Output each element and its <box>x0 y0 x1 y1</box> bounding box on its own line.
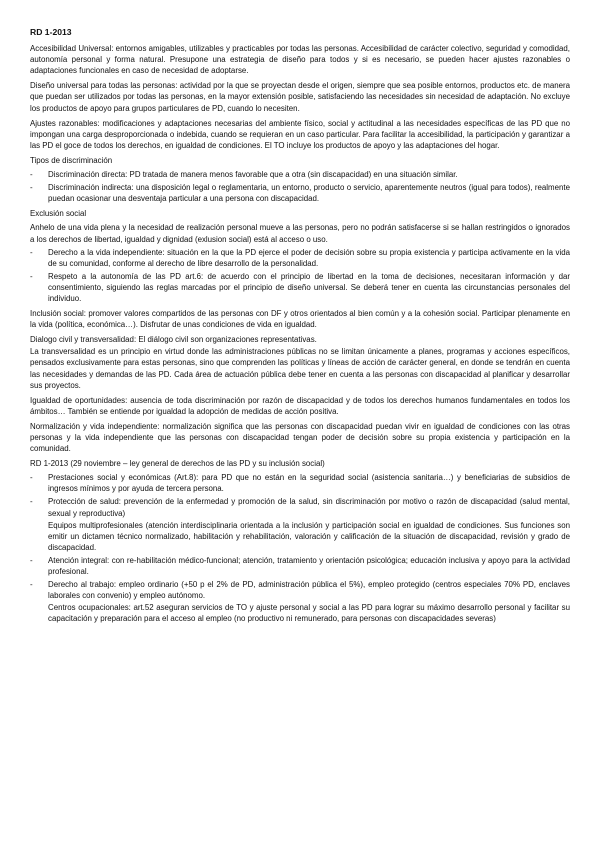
list-item <box>30 579 570 624</box>
paragraph-inclusion-social: Inclusión social: promover valores compartidos de las personas con DF y otros orientados al bien común y a la cohesión social. Participar plenamente en la vida (política, económica…). Disfrutar de unas condiciones de vida en igualdad. <box>30 309 570 330</box>
list-exclusion <box>30 247 570 304</box>
paragraph-igualdad: Igualdad de oportunidades: ausencia de toda discriminación por razón de discapacidad y de todos los derechos humanos fundamentales en todos los ámbitos… También se entiende por igualdad la adopción de medidas de acción positiva. <box>30 395 570 416</box>
list-item-subparagraph: Equipos multiprofesionales (atención interdisciplinaria orientada a la inclusión y participación social en igualdad de condiciones. Sus funciones son emitir un dictamen técnico normalizado, habilitación y rehabilitación, valoración y calificación de la situación de discapacidad, revisión y grado de discapacidad. <box>48 520 570 552</box>
list-item: - Discriminación indirecta: una disposición legal o reglamentaria, un entorno, producto o servicio, aparentemente neutros (igual para todos), realmente puedan ocasionar una desventaja particular a una persona con discapacidad. <box>30 182 570 204</box>
list-rd <box>30 472 570 624</box>
list-item: - Respeto a la autonomía de las PD art.6: de acuerdo con el principio de libertad en la toma de decisiones, necesitaran información y dar consentimiento, siguiendo las reglas marcadas por el principio de diseño universal. Se deberá tener en cuenta las circunstancias personales del individuo. <box>30 271 570 304</box>
paragraph-exclusion: Anhelo de una vida plena y la necesidad de realización personal mueve a las personas, pero no podrán satisfacerse si se hallan restringidos o ignorados a los derechos de libertad, igualdad y dignidad (exlusion social) está al acceso o uso. <box>30 223 570 244</box>
list-item-text: Derecho al trabajo: empleo ordinario (+50 p el 2% de PD, administración pública el 5%), empleo protegido (centros especiales 70% PD, enclaves laborales con convenio) y empleo autónomo. <box>48 580 570 601</box>
heading-exclusion-social: Exclusión social <box>30 209 87 219</box>
heading-rd: RD 1-2013 (29 noviembre – ley general de derechos de las PD y su inclusión social) <box>30 459 325 469</box>
list-discriminacion <box>30 169 570 204</box>
document-title: RD 1-2013 <box>30 27 72 37</box>
paragraph-transversalidad: La transversalidad es un principio en virtud donde las administraciones públicas no se limitan únicamente a planes, programas y acciones específicos, pensados exclusivamente para estas personas, sino que comprenden las políticas y líneas de acción de carácter general, en donde se tendrán en cuenta las necesidades y demandas de las PD. Cada área de actuación pública debe tener en cuenta a las personas con discapacidad al planificar y desarrollar sus proyectos. <box>30 347 570 390</box>
list-item <box>30 472 570 494</box>
paragraph-accesibilidad: Accesibilidad Universal: entornos amigables, utilizables y practicables por todas las personas. Accesibilidad de carácter colectivo, seguridad y comodidad, autonomía personal y forma natural. Presupone una estrategia de diseño para todos y si es necesario, se pueden hacer ajustes razonables o adaptaciones funcionales en caso de necesidad de adoptarse. <box>30 44 570 76</box>
list-item: - Discriminación directa: PD tratada de manera menos favorable que a otra (sin discapacidad) en una situación similar. <box>30 169 570 180</box>
paragraph-ajustes-razonables: Ajustes razonables: modificaciones y adaptaciones necesarias del ambiente físico, social y actitudinal a las necesidades específicas de las PD que no impongan una carga desproporcionada o indebida, cuando se requieran en un caso particular. Para facilitar la accesibilidad, la participación y garantizar a las PD el goce de todos los derechos, en igualdad de condiciones. El TO incluye los productos de apoyo y las adaptaciones del hogar. <box>30 118 570 150</box>
list-item-subparagraph: Centros ocupacionales: art.52 aseguran servicios de TO y ajuste personal y social a las PD para lograr su máximo desarrollo personal y facilitar su capacitación y preparación para el acceso al empleo (no productivo ni remunerado, para personas con discapacidades severas) <box>48 603 570 624</box>
list-item-text: Atención integral: con re-habilitación médico-funcional; atención, tratamiento y orientación psicológica; educación inclusiva y apoyo para la actividad profesional. <box>48 555 570 577</box>
list-item-text: Protección de salud: prevención de la enfermedad y promoción de la salud, sin discriminación por motivo o razón de discapacidad (salud mental, sexual y reproductiva) <box>48 497 570 518</box>
paragraph-normalizacion: Normalización y vida independiente: normalización significa que las personas con discapacidad puedan vivir en igualdad de condiciones con las otras personas y la vida independiente que las personas con discapacidad tengan poder de decisión sobre su propia existencia y participación en la comunidad. <box>30 421 570 454</box>
list-item <box>30 496 570 552</box>
paragraph-diseno-universal: Diseño universal para todas las personas: actividad por la que se proyectan desde el origen, siempre que sea posible entornos, productos etc. de manera que puedan ser utilizados por todas las personas, en la mayor extensión posible, satisfaciendo las necesidades sin necesidad de adaptación. No excluye los productos de apoyo para grupos particulares de PD, cuando lo necesiten. <box>30 81 570 113</box>
list-item: - Derecho a la vida independiente: situación en la que la PD ejerce el poder de decisión sobre su propia existencia y participa activamente en la vida de su comunidad, conforme al derecho de libre desarrollo de la personalidad. <box>30 247 570 269</box>
list-item <box>30 555 570 577</box>
paragraph-dialogo-civil: Dialogo civil y transversalidad: El diálogo civil son organizaciones representativas. <box>30 335 317 345</box>
heading-tipos-discriminacion: Tipos de discriminación <box>30 155 113 165</box>
list-item-text: Prestaciones social y económicas (Art.8): para PD que no están en la seguridad social (asistencia sanitaria…) y beneficiarias de subsidios de ingresos mínimos y por ayuda de tercera persona. <box>48 473 570 494</box>
